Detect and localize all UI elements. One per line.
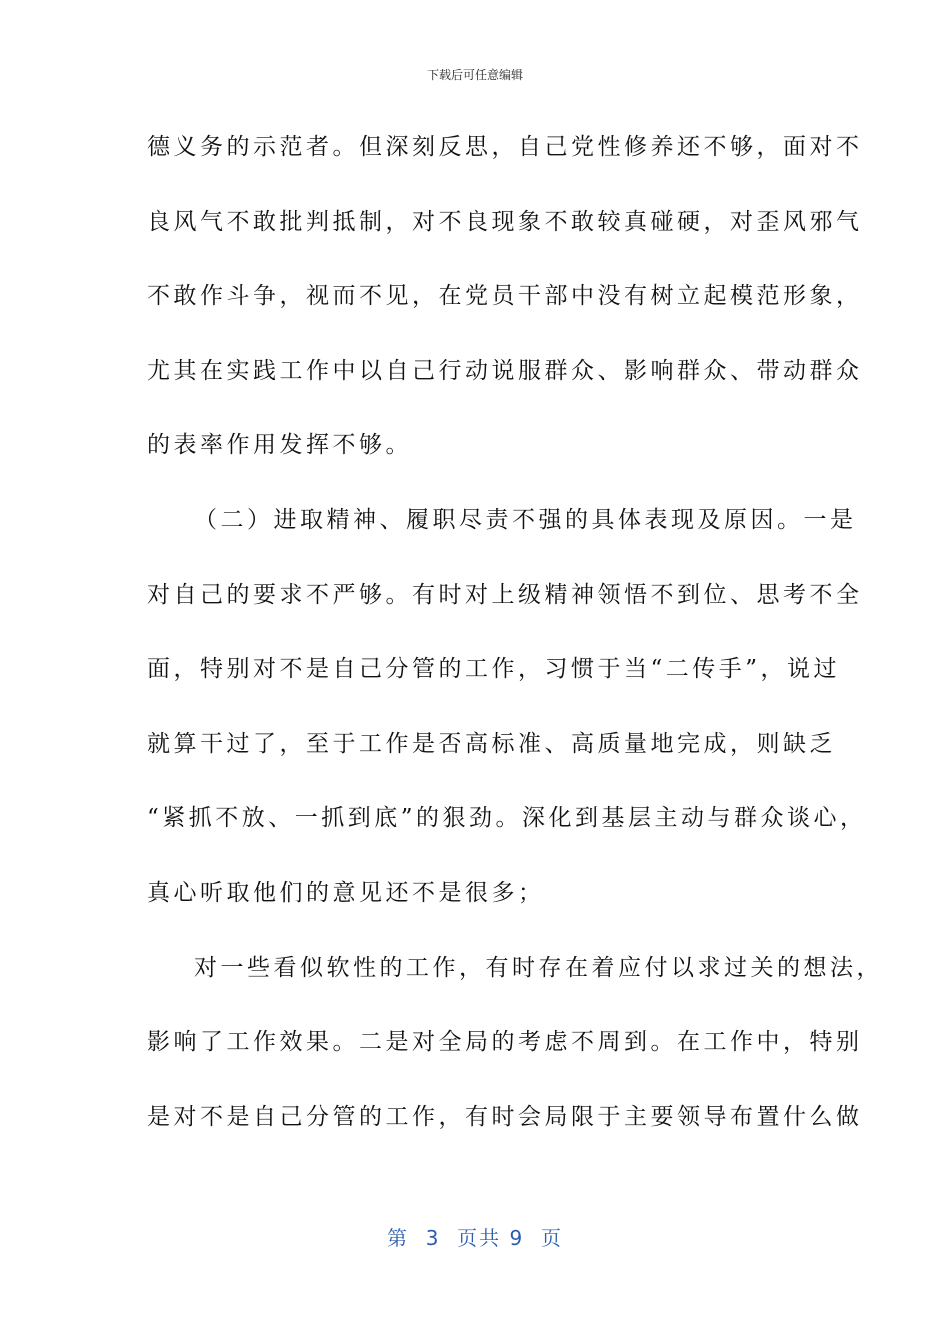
text-line: 面，特别对不是自己分管的工作，习惯于当“二传手”，说过 [147, 656, 841, 683]
text-line: 不敢作斗争，视而不见，在党员干部中没有树立起模范形象， [147, 283, 863, 310]
text-line: 影响了工作效果。二是对全局的考虑不周到。在工作中，特别 [147, 1029, 863, 1056]
text-line: 就算干过了，至于工作是否高标准、高质量地完成，则缺乏 [147, 730, 836, 757]
text-line: 的表率作用发挥不够。 [147, 432, 412, 459]
document-body [147, 118, 883, 1162]
text-line: 德义务的示范者。但深刻反思，自己党性修养还不够，面对不 [147, 134, 863, 160]
text-line: 尤其在实践工作中以自己行动说服群众、影响群众、带动群众 [147, 357, 863, 384]
text-line: 对自己的要求不严够。有时对上级精神领悟不到位、思考不全 [147, 581, 863, 608]
text-line-paragraph-start: 对一些看似软性的工作，有时存在着应付以求过关的想法， [194, 954, 883, 981]
text-line: “紧抓不放、一抓到底”的狠劲。深化到基层主动与群众谈心， [147, 805, 867, 832]
page-header: 下载后可任意编辑 [426, 68, 523, 82]
text-line-paragraph-start: （二）进取精神、履职尽责不强的具体表现及原因。一是 [194, 506, 857, 533]
text-line: 良风气不敢批判抵制，对不良现象不敢较真碰硬，对歪风邪气 [147, 208, 863, 235]
text-line: 真心听取他们的意见还不是很多； [147, 879, 545, 906]
page-number-footer: 第 3 页共 9 页 [387, 1226, 563, 1250]
text-line: 是对不是自己分管的工作，有时会局限于主要领导布置什么做 [147, 1103, 863, 1130]
